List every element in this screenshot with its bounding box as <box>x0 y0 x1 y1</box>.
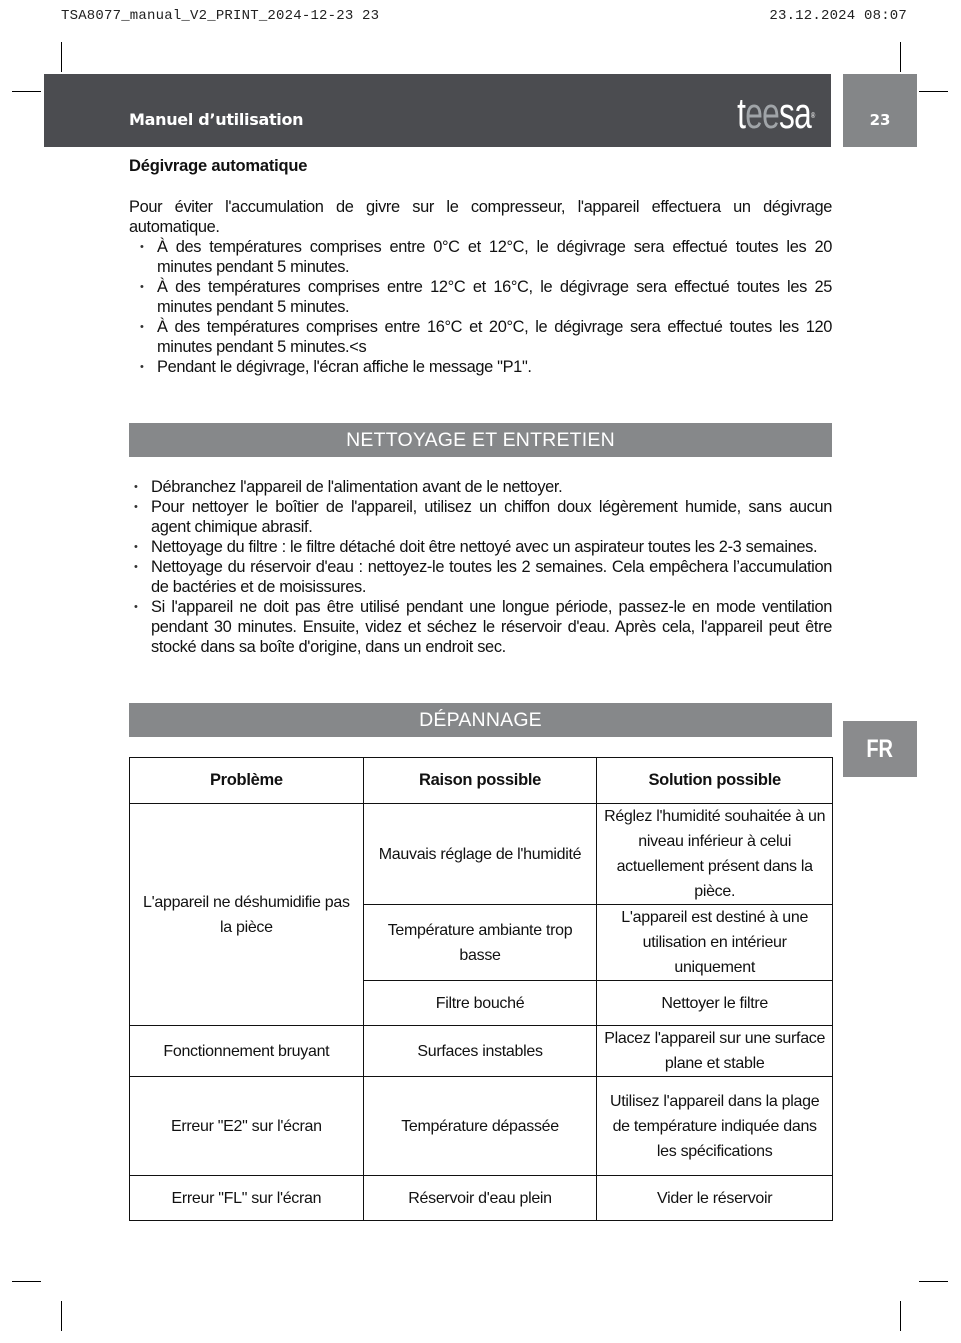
column-header-solution: Solution possible <box>597 758 833 804</box>
problem-cell: Erreur "FL" sur l'écran <box>130 1176 364 1221</box>
table-row <box>130 1026 833 1077</box>
list-item: • Débranchez l'appareil de l'alimentation avant de le nettoyer. <box>129 477 832 497</box>
reason-cell: Filtre bouché <box>363 981 597 1026</box>
list-item: • À des températures comprises entre 12°C et 16°C, le dégivrage sera effectué toutes les 25 minutes pendant 5 minutes. <box>129 277 832 317</box>
reason-cell: Mauvais réglage de l'humidité <box>363 804 597 905</box>
crop-mark <box>919 1281 948 1282</box>
troubleshooting-section-title: DÉPANNAGE <box>129 703 832 737</box>
defrost-heading: Dégivrage automatique <box>129 157 308 175</box>
reason-cell: Température ambiante trop basse <box>363 905 597 981</box>
crop-mark <box>900 1301 901 1331</box>
solution-cell: Placez l'appareil sur une surface plane et stable <box>597 1026 833 1077</box>
print-slug-filename: TSA8077_manual_V2_PRINT_2024-12-23 23 <box>61 8 380 24</box>
defrost-section <box>129 197 832 377</box>
crop-mark <box>61 1301 62 1331</box>
page-header <box>44 74 831 147</box>
reason-cell: Réservoir d'eau plein <box>363 1176 597 1221</box>
cleaning-section <box>129 477 832 657</box>
problem-cell: Fonctionnement bruyant <box>130 1026 364 1077</box>
column-header-problem: Problème <box>130 758 364 804</box>
crop-mark <box>61 42 62 72</box>
troubleshooting-table <box>129 757 833 1221</box>
crop-mark <box>919 91 948 92</box>
column-header-reason: Raison possible <box>363 758 597 804</box>
table-row <box>130 804 833 905</box>
cleaning-section-title: NETTOYAGE ET ENTRETIEN <box>129 423 832 457</box>
solution-cell: Réglez l'humidité souhaitée à un niveau inférieur à celui actuellement présent dans la pièce. <box>597 804 833 905</box>
page-number: 23 <box>843 74 917 147</box>
solution-cell: Vider le réservoir <box>597 1176 833 1221</box>
list-item: • Nettoyage du filtre : le filtre détaché doit être nettoyé avec un aspirateur toutes les 2-3 semaines. <box>129 537 832 557</box>
list-item: • Pour nettoyer le boîtier de l'appareil, utilisez un chiffon doux légèrement humide, sans aucun agent chimique abrasif. <box>129 497 832 537</box>
solution-cell: L'appareil est destiné à une utilisation en intérieur uniquement <box>597 905 833 981</box>
cleaning-list <box>129 477 832 657</box>
table-row <box>130 1176 833 1221</box>
list-item: • À des températures comprises entre 16°C et 20°C, le dégivrage sera effectué toutes les 120 minutes pendant 5 minutes.<s <box>129 317 832 357</box>
defrost-intro: Pour éviter l'accumulation de givre sur le compresseur, l'appareil effectuera un dégivrage automatique. <box>129 198 832 236</box>
crop-mark <box>900 42 901 72</box>
list-item: • À des températures comprises entre 0°C et 12°C, le dégivrage sera effectué toutes les 20 minutes pendant 5 minutes. <box>129 237 832 277</box>
solution-cell: Utilisez l'appareil dans la plage de température indiquée dans les spécifications <box>597 1077 833 1176</box>
table-row <box>130 1077 833 1176</box>
list-item: • Nettoyage du réservoir d'eau : nettoyez-le toutes les 2 semaines. Cela empêchera l’accumulation de bactéries et de moisissures. <box>129 557 832 597</box>
crop-mark <box>12 91 41 92</box>
table-header-row <box>130 758 833 804</box>
teesa-logo: teesa® <box>737 89 815 138</box>
list-item: • Si l'appareil ne doit pas être utilisé pendant une longue période, passez-le en mode ventilation pendant 30 minutes. Ensuite, videz et séchez le réservoir d'eau. Après cela, l'appareil peut être stocké dans sa boîte d'origine, dans un endroit sec. <box>129 597 832 657</box>
problem-cell: Erreur "E2" sur l'écran <box>130 1077 364 1176</box>
crop-mark <box>12 1281 41 1282</box>
list-item: • Pendant le dégivrage, l'écran affiche le message "P1". <box>129 357 832 377</box>
manual-title: Manuel d’utilisation <box>129 110 304 129</box>
problem-cell: L'appareil ne déshumidifie pas la pièce <box>130 804 364 1026</box>
reason-cell: Surfaces instables <box>363 1026 597 1077</box>
defrost-list <box>129 237 832 377</box>
reason-cell: Température dépassée <box>363 1077 597 1176</box>
print-slug-timestamp: 23.12.2024 08:07 <box>769 8 907 24</box>
language-tab: FR <box>843 721 917 777</box>
solution-cell: Nettoyer le filtre <box>597 981 833 1026</box>
